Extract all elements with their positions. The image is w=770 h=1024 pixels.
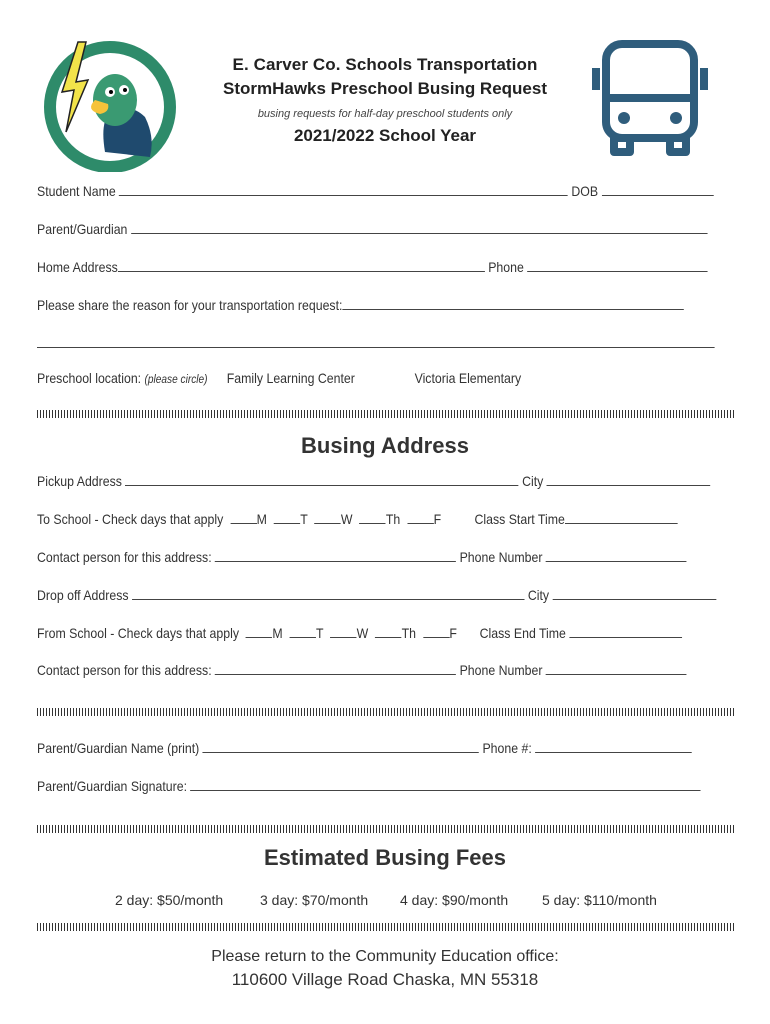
location-row bbox=[37, 370, 637, 390]
header-title-1: E. Carver Co. Schools Transportation bbox=[232, 55, 538, 74]
class-end-label: Class End Time bbox=[479, 625, 566, 641]
location-option-victoria[interactable]: Victoria Elementary bbox=[414, 370, 522, 386]
from-school-label: From School - Check days that apply bbox=[37, 625, 240, 641]
pickup-city-label: City bbox=[522, 473, 544, 489]
contact-phone-label-2: Phone Number bbox=[459, 662, 543, 678]
pickup-city-field[interactable] bbox=[547, 472, 711, 486]
day-t: T bbox=[300, 511, 308, 527]
day-f: F bbox=[449, 625, 457, 641]
day-th: Th bbox=[385, 511, 401, 527]
reason-row-2 bbox=[37, 334, 637, 354]
location-option-flc[interactable]: Family Learning Center bbox=[226, 370, 355, 386]
dob-label: DOB bbox=[571, 183, 599, 199]
school-year: 2021/2022 School Year bbox=[293, 126, 477, 145]
class-end-field[interactable] bbox=[569, 624, 682, 638]
to-school-f-box[interactable] bbox=[407, 510, 433, 524]
from-school-th-box[interactable] bbox=[375, 624, 401, 638]
student-name-row bbox=[37, 182, 637, 202]
to-school-w-box[interactable] bbox=[314, 510, 340, 524]
parent-field[interactable] bbox=[131, 220, 707, 234]
guardian-name-label: Parent/Guardian Name (print) bbox=[37, 740, 200, 756]
contact-row-2 bbox=[37, 661, 637, 681]
header-subtitle: busing requests for half-day preschool students only bbox=[257, 108, 513, 120]
home-address-row bbox=[37, 258, 637, 278]
contact-field-1[interactable] bbox=[215, 548, 456, 562]
contact-phone-field-2[interactable] bbox=[546, 661, 687, 675]
student-name-label: Student Name bbox=[37, 183, 116, 199]
location-label: Preschool location: bbox=[37, 370, 142, 386]
stormhawks-logo bbox=[40, 32, 180, 172]
reason-field-2[interactable] bbox=[37, 334, 715, 348]
contact-phone-label-1: Phone Number bbox=[459, 549, 543, 565]
separator bbox=[37, 410, 734, 418]
reason-field[interactable] bbox=[342, 296, 683, 310]
reason-label: Please share the reason for your transportation request: bbox=[37, 297, 343, 313]
guardian-phone-label: Phone #: bbox=[482, 740, 532, 756]
contact-field-2[interactable] bbox=[215, 661, 456, 675]
home-address-label: Home Address bbox=[37, 259, 118, 275]
contact-label-2: Contact person for this address: bbox=[37, 662, 212, 678]
fee-3-day: 3 day: $70/month bbox=[260, 892, 369, 908]
from-school-m-box[interactable] bbox=[246, 624, 272, 638]
fee-2-day: 2 day: $50/month bbox=[115, 892, 224, 908]
from-school-w-box[interactable] bbox=[330, 624, 356, 638]
phone-field[interactable] bbox=[527, 258, 707, 272]
to-school-row bbox=[37, 510, 637, 530]
dropoff-row bbox=[37, 586, 637, 606]
footer-address: 110600 Village Road Chaska, MN 55318 bbox=[231, 970, 539, 989]
separator bbox=[37, 923, 734, 931]
dropoff-field[interactable] bbox=[132, 586, 524, 600]
separator bbox=[37, 825, 734, 833]
fees-heading: Estimated Busing Fees bbox=[263, 845, 507, 870]
location-hint: (please circle) bbox=[144, 374, 208, 386]
student-name-field[interactable] bbox=[119, 182, 568, 196]
guardian-signature-label: Parent/Guardian Signature: bbox=[37, 778, 187, 794]
parent-row bbox=[37, 220, 637, 240]
home-address-field[interactable] bbox=[118, 258, 485, 272]
parent-label: Parent/Guardian bbox=[37, 221, 128, 237]
from-school-row bbox=[37, 624, 637, 644]
day-m: M bbox=[256, 511, 267, 527]
guardian-name-row bbox=[37, 739, 637, 759]
guardian-signature-field[interactable] bbox=[190, 777, 700, 791]
to-school-m-box[interactable] bbox=[230, 510, 256, 524]
fee-5-day: 5 day: $110/month bbox=[542, 892, 657, 908]
guardian-name-field[interactable] bbox=[203, 739, 479, 753]
contact-phone-field-1[interactable] bbox=[546, 548, 687, 562]
from-school-f-box[interactable] bbox=[423, 624, 449, 638]
footer-line-1: Please return to the Community Education office: bbox=[211, 948, 559, 965]
dropoff-city-field[interactable] bbox=[553, 586, 717, 600]
contact-label-1: Contact person for this address: bbox=[37, 549, 212, 565]
day-w: W bbox=[340, 511, 353, 527]
guardian-signature-row bbox=[37, 777, 637, 797]
to-school-label: To School - Check days that apply bbox=[37, 511, 224, 527]
day-m: M bbox=[272, 625, 283, 641]
fee-4-day: 4 day: $90/month bbox=[400, 892, 509, 908]
to-school-th-box[interactable] bbox=[359, 510, 385, 524]
day-f: F bbox=[433, 511, 442, 527]
header-title-2: StormHawks Preschool Busing Request bbox=[222, 79, 548, 98]
guardian-phone-field[interactable] bbox=[535, 739, 692, 753]
phone-label: Phone bbox=[488, 259, 524, 275]
from-school-t-box[interactable] bbox=[290, 624, 316, 638]
pickup-row bbox=[37, 472, 637, 492]
pickup-label: Pickup Address bbox=[37, 473, 122, 489]
dob-field[interactable] bbox=[602, 182, 714, 196]
reason-row bbox=[37, 296, 637, 316]
contact-row-1 bbox=[37, 548, 637, 568]
day-th: Th bbox=[401, 625, 416, 641]
separator bbox=[37, 708, 734, 716]
to-school-t-box[interactable] bbox=[274, 510, 300, 524]
class-start-field[interactable] bbox=[565, 510, 678, 524]
day-t: T bbox=[315, 625, 324, 641]
dropoff-label: Drop off Address bbox=[37, 587, 129, 603]
dropoff-city-label: City bbox=[527, 587, 550, 603]
pickup-field[interactable] bbox=[125, 472, 518, 486]
day-w: W bbox=[356, 625, 369, 641]
class-start-label: Class Start Time bbox=[474, 511, 565, 527]
busing-address-heading: Busing Address bbox=[301, 433, 469, 458]
